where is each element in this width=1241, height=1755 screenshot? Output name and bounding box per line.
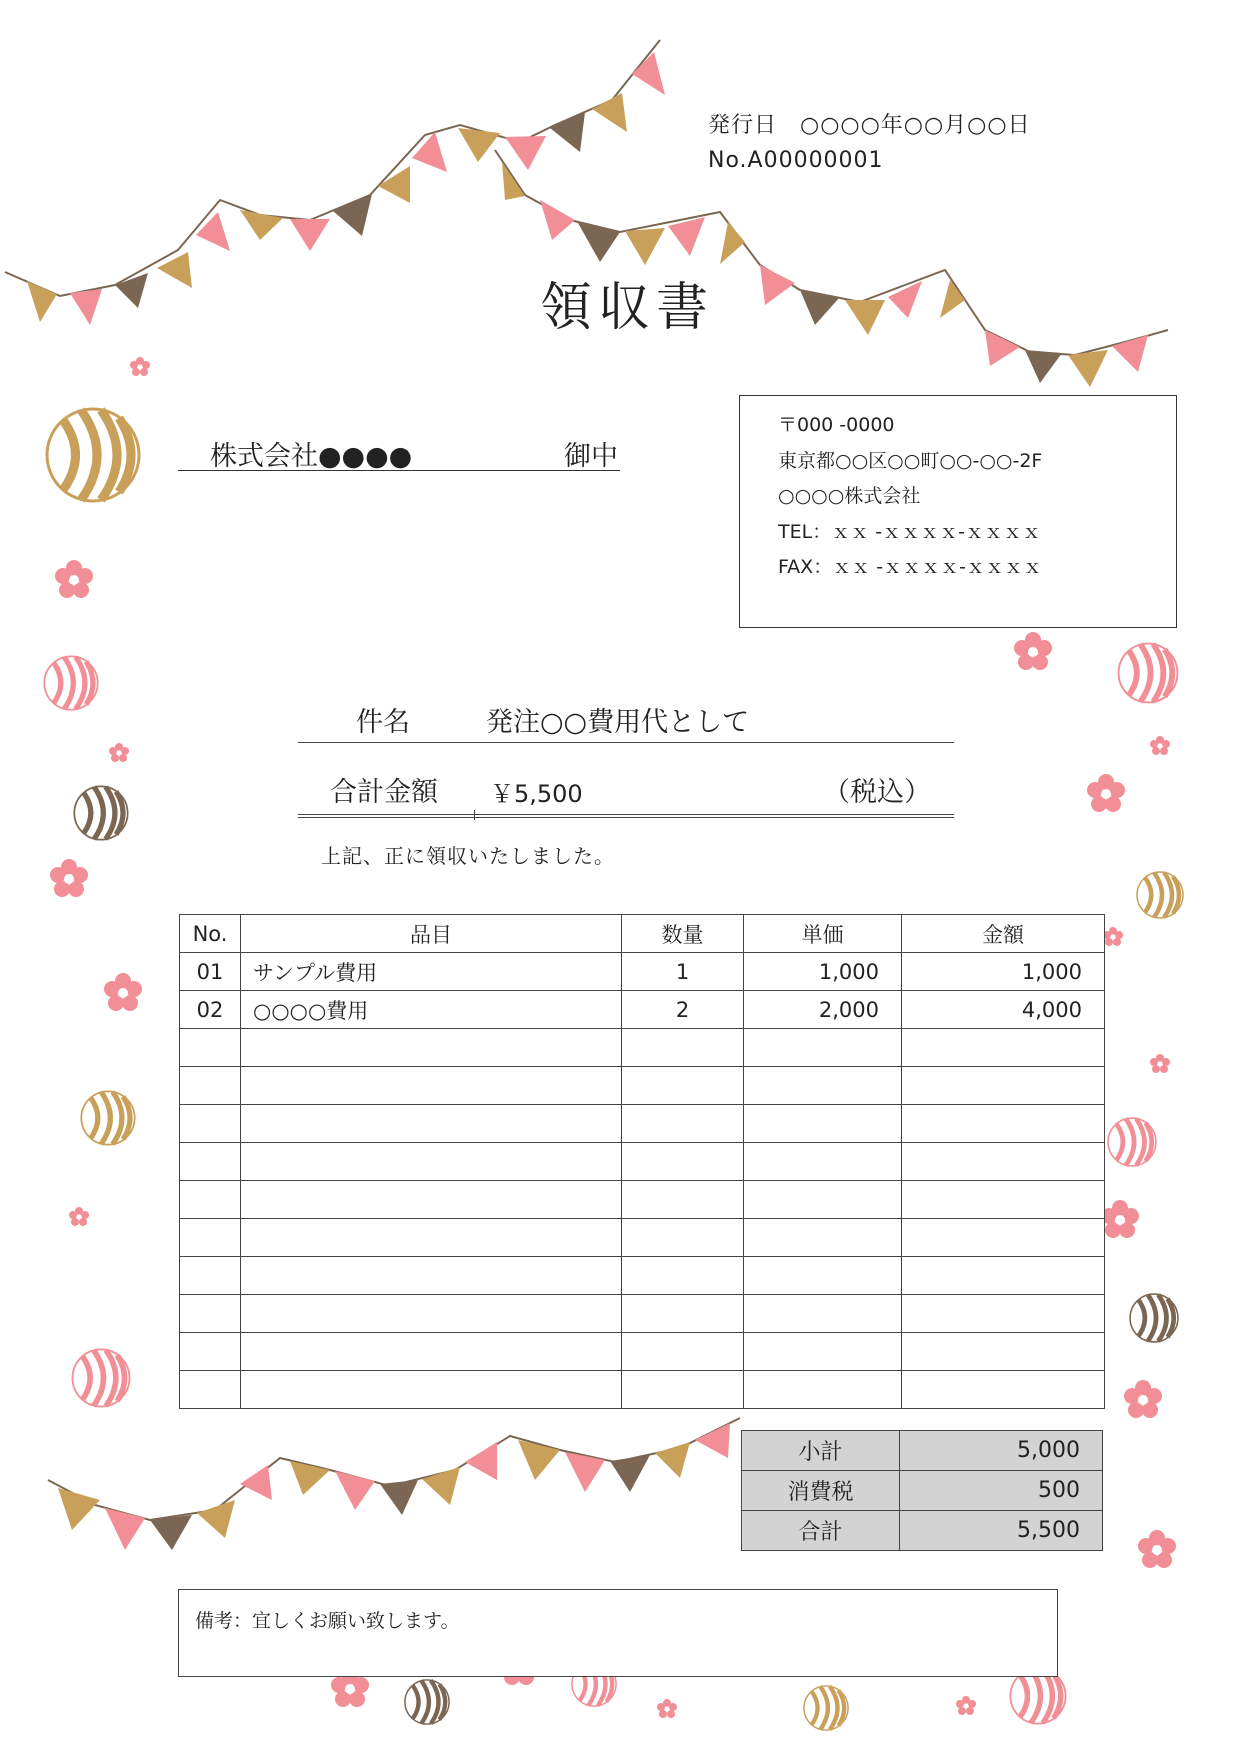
row-quantity [622,1067,744,1105]
issuer-info-box [739,395,1177,628]
row-amount [902,1105,1105,1143]
row-unit-price [744,1219,902,1257]
row-unit-price [744,1143,902,1181]
items-table [179,914,1105,1409]
issuer-tel: TEL：ｘｘ -ｘｘｘｘ-ｘｘｘｘ [778,520,1041,543]
row-no [180,1067,241,1105]
row-no [180,1333,241,1371]
row-item [241,1333,622,1371]
row-no: 02 [180,991,241,1029]
row-quantity: 1 [622,953,744,991]
row-quantity [622,1181,744,1219]
row-unit-price [744,1067,902,1105]
row-amount [902,1029,1105,1067]
row-amount: 1,000 [902,953,1105,991]
receipt-statement: 上記、正に領収いたしました。 [321,844,615,868]
header-amount: 金額 [902,915,1105,953]
row-no [180,1181,241,1219]
total-amount-value: ￥5,500 [490,780,583,808]
table-row [180,1105,1105,1143]
remarks-box: 備考：宜しくお願い致します。 [178,1589,1058,1677]
subtotal-value: 5,000 [900,1431,1103,1471]
header-quantity: 数量 [622,915,744,953]
table-row [180,1029,1105,1067]
issuer-postal: 〒000 -0000 [778,414,895,436]
table-row [180,1181,1105,1219]
row-no [180,1295,241,1333]
subject-label: 件名 [356,707,410,738]
document-number: No.A00000001 [708,148,884,173]
row-unit-price [744,1257,902,1295]
total-amount-line [298,762,954,818]
row-item [241,1219,622,1257]
row-unit-price [744,1333,902,1371]
row-quantity: 2 [622,991,744,1029]
row-amount [902,1333,1105,1371]
row-quantity [622,1333,744,1371]
table-row [180,1371,1105,1409]
table-row [180,1219,1105,1257]
grand-total-row [742,1511,1103,1551]
tax-row [742,1471,1103,1511]
total-amount-label: 合計金額 [330,777,438,808]
recipient-honorific: 御中 [564,441,618,472]
row-unit-price [744,1181,902,1219]
tax-label: 消費税 [742,1471,900,1511]
row-item [241,1181,622,1219]
grand-total-value: 5,500 [900,1511,1103,1551]
row-no [180,1143,241,1181]
recipient [178,428,620,471]
issuer-company: ○○○○株式会社 [778,485,921,507]
tax-value: 500 [900,1471,1103,1511]
table-row [180,1295,1105,1333]
row-unit-price: 1,000 [744,953,902,991]
tax-included-note: （税込） [823,777,931,808]
row-no [180,1029,241,1067]
totals-table [741,1430,1103,1551]
row-no [180,1371,241,1409]
row-unit-price: 2,000 [744,991,902,1029]
table-row [180,953,1105,991]
row-item [241,1029,622,1067]
row-unit-price [744,1295,902,1333]
page-title: 領収書 [540,278,715,338]
header-no: No. [180,915,241,953]
grand-total-label: 合計 [742,1511,900,1551]
subject-line [298,692,954,743]
row-no [180,1257,241,1295]
row-unit-price [744,1029,902,1067]
table-row [180,1067,1105,1105]
row-item [241,1257,622,1295]
header-item: 品目 [241,915,622,953]
row-amount [902,1067,1105,1105]
row-quantity [622,1029,744,1067]
row-item [241,1371,622,1409]
subtotal-row [742,1431,1103,1471]
row-no: 01 [180,953,241,991]
row-no [180,1219,241,1257]
issuer-address: 東京都○○区○○町○○-○○-2F [778,449,1043,472]
row-no [180,1105,241,1143]
issue-date: 発行日 ○○○○年○○月○○日 [708,113,1031,138]
table-row [180,1143,1105,1181]
table-row [180,991,1105,1029]
row-item [241,1105,622,1143]
row-item: ○○○○費用 [241,991,622,1029]
row-quantity [622,1295,744,1333]
row-amount [902,1371,1105,1409]
row-quantity [622,1257,744,1295]
row-amount [902,1143,1105,1181]
row-quantity [622,1219,744,1257]
table-row [180,1257,1105,1295]
row-item [241,1067,622,1105]
row-amount [902,1219,1105,1257]
issuer-fax: FAX：ｘｘ -ｘｘｘｘ-ｘｘｘｘ [778,556,1042,578]
row-item [241,1143,622,1181]
amount-divider [474,810,475,820]
recipient-name: 株式会社●●●● [210,441,413,472]
row-item: サンプル費用 [241,953,622,991]
row-unit-price [744,1105,902,1143]
row-amount: 4,000 [902,991,1105,1029]
row-amount [902,1295,1105,1333]
header-unit-price: 単価 [744,915,902,953]
row-quantity [622,1105,744,1143]
row-amount [902,1181,1105,1219]
row-quantity [622,1371,744,1409]
row-quantity [622,1143,744,1181]
table-row [180,1333,1105,1371]
row-item [241,1295,622,1333]
subject-value: 発注○○費用代として [486,707,750,738]
row-unit-price [744,1371,902,1409]
table-header-row [180,915,1105,953]
subtotal-label: 小計 [742,1431,900,1471]
row-amount [902,1257,1105,1295]
